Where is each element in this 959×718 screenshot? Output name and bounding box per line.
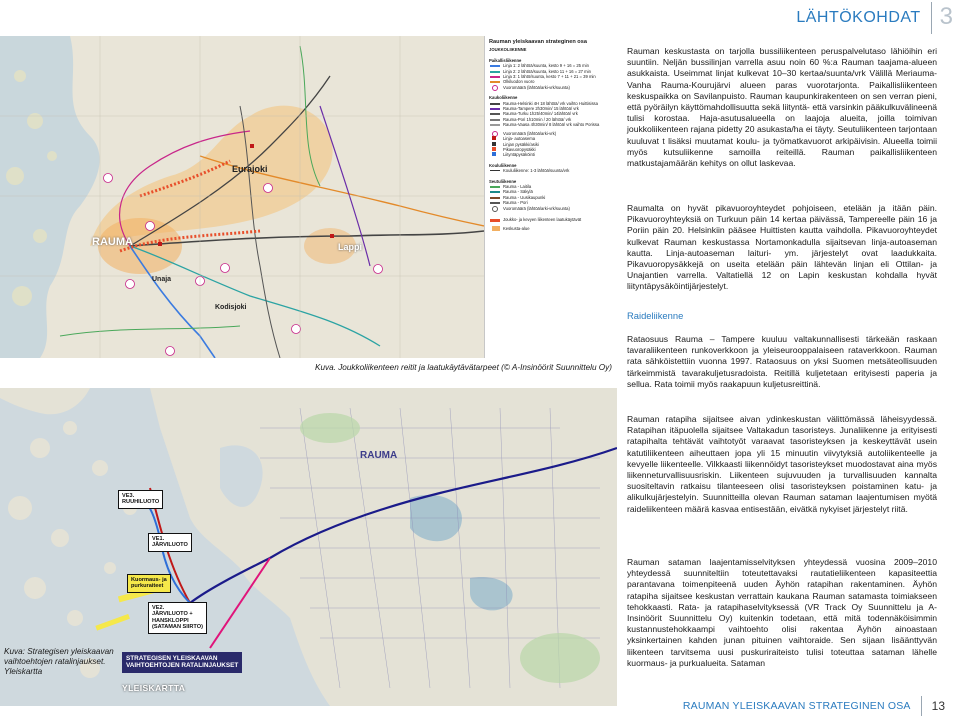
chapter-title: LÄHTÖKOHDAT [796,9,921,26]
paragraph-local-transit: Rauman keskustasta on tarjolla bussiliikenteen peruspalvelutaso lähiöihin eri suuntiin. Neljän bussilinjan varrella asuu noin 60 %:a Rauman taajama-alueen asukkaista. Useimmat linjat kulkevat 10–30 kertaa/suunta/vrk Välillä Meriauma-Vanha Rauma-Kourujärvi alueen paras vuorotarjonta. Paikallisliikenteen keskuspaikka on Savilanpuisto. Rauman kaupunkirakenteen on sen verran pieni, että pyöräilyn käyttömahdollisuutta sekä liityntä- että varsinkin pääkulkuvälineenä tulisi korostaa. Haja-asutusalueella on laajoja alueita, joilla toimivan joukkoliikenteen rajana pidetty 20 asukasta/ha ei täyty. Seutuliikenteen tarjontaan kuuluvat t lisäksi muutamat koulu- ja työmatkavuorot arkipäivisin. Alueella toimii myös kutsuliikenne samoilla reiteillä. Rauman paikallisliikenteen matkustajamäärän kehitys on ollut laskevaa. [627,46,937,169]
header-divider [931,2,932,34]
legend-item: Rauma - Laitila [485,184,617,189]
legend-item: Joukko- ja kevyen liikenteen laatukäytävät [485,217,617,222]
map-label-unaja: Unaja [152,276,172,283]
legend-item: Linja 1: 2 lähtöä/suunta, kesto 9 + 16 = 25 min [485,63,617,68]
map-label-eurajoki: Eurajoki [232,164,268,174]
label-ve2: VE2. JÄRVILUOTO + HANSKLOPPI (SATAMAN SIIRTO) [148,602,207,634]
paragraph-harbour-expansion: Rauman sataman laajentamisselvityksen yhteydessä vuosina 2009–2010 yhteydessä suunniteltiin toteutettavaksi rautatieliikenteen kapasiteettia parantavana toimenpiteenä uuden Äyhön ratapihan rakentaminen. Äyhön ratapiha sijaitsee keskustan verrattain kaukana Rauman satamasta toimiakseen tehokkaasti. Rata- ja ratapihaselvityksessä (VR Track Oy Suunnittelu ja A-Insinöörit Suunnittelu Oy) kuitenkin todetaan, että mitä todennäköisimmin kustannustehokkaampi vaihtoehto olisi rakentaa Äyhön ainoastaan yksinkertainen kahden junan pituinen vaihtoraide. Sen sijaan lisäänttyvän liikenteen tarvitsema uusi puskuriraiteisto tulisi toteuttaa sataman lähelle kuormaus- ja purkualueita. Sataman [627,557,937,668]
map-label-rauma: RAUMA [92,236,133,248]
top-map-caption: Kuva. Joukkoliikenteen reitit ja laatukäytävätarpeet (© A-Insinöörit Suunnittelu Oy) [315,363,612,372]
legend-subtitle: JOUKKOLIIKENNE [489,47,527,53]
legend-item: Koululiikenne: 1-3 lähtöä/suunta/vrk [485,168,617,173]
map-label-kodisjoki: Kodisjoki [215,304,247,311]
legend-item: Keskusta-alue [485,226,617,231]
bottom-map-caption: Kuva: Strategisen yleiskaavan vaihtoehtojen ratalinjaukset. Yleiskartta [4,647,114,676]
legend-item: Rauma-Pori 1h10min / 20 lähtöä/ vrk [485,117,617,122]
legend-item: Linjan pysäkki/asiki [485,142,617,147]
legend-item: Linja- autoasema [485,136,617,141]
paragraph-express-buses: Raumalta on hyvät pikavuoroyhteydet pohjoiseen, etelään ja itään päin. Pikavuoroyhteyksiä on Turkuun päin 14 kertaa päivässä, Tampereelle päin 16 ja Poriin päin 20. Helsinkiin pääsee Huittisten kautta vaihdolla. Pikavuoroyhteydet kulkevat Rauman keskustassa Nortamonkadulla sijaitsevan linja-autoaseman kautta. Linja-autoaseman laituri- ym. järjestelyt ovat laadukkaita. Pikavuoropysäkkejä on useita etelään päin lähtevän linjan eli Ottilan- ja Unajantien varrella. Valtatiellä 12 on Lapin keskustan kohdalla hyvät liityntäpysäköintijärjestelyt. [627,203,937,292]
legend-section-local: Paikallisliikenne [489,57,522,63]
page-number: 13 [931,699,945,713]
label-ve1: VE1. JÄRVILUOTO [148,533,192,552]
subheading-rail-traffic: Raideliikenne [627,310,684,321]
legend-item: Vuoromäärä (lähtöä/arki-vrk/suunta) [485,206,617,211]
legend-item: Rauma-Tampere 2h30min/ 15 lähtöä/ vrk [485,106,617,111]
public-transport-map [0,36,617,358]
document-title: RAUMAN YLEISKAAVAN STRATEGINEN OSA [682,700,911,712]
footer-divider [921,696,922,716]
legend-item: Linja 2: 2 lähtöä/suunta, kesto 11 + 16 = 27 min [485,69,617,74]
legend-item: Pikavuoropysäkki [485,147,617,152]
legend-item: Rauma - Pori [485,200,617,205]
legend-section-long-distance: Kaukoliikenne [489,95,518,101]
map-label-lappi: Lappi [338,242,362,252]
chapter-number: 3 [939,3,953,30]
page-header [796,0,959,34]
legend-section-regional: Seutuliikenne [489,178,517,184]
legend-item: Vuoromäärä (lähtöä/arki-vrk) [485,131,617,136]
map-legend [484,36,617,358]
legend-item: Linja 3: 1 lähtö/suunta, kesto 7 + 11 + 21 = 39 min [485,74,617,79]
map-label-yleiskartta: YLEISKARTTA [122,683,186,693]
page-footer [683,694,959,718]
legend-item: Olkiluodon vuoro [485,79,617,84]
paragraph-rail-yard: Rauman ratapiha sijaitsee aivan ydinkeskustan välittömässä läheisyydessä. Ratapihan itäpuolella sijaitsee Valtakadun tasoristeys. Junaliikenne ja erityisesti ratapihalta tehtävät vaihtotyöt varaavat tasoristeyksen ja keskeyttävät usein katutiliikenteen aiheuttaen jopa yli 15 minuutin viivytyksiä autoliikenteelle ja kevyelle liikenteelle. Vilkkaasti liikennöidyt tasoristeykset muodostavat aina myös liikenneturvallisuusriskin. Liikenteen sujuvuuden ja turvallisuuden kannalta suositeltavin ratkaisu tilanteeseen olisi tasoristeyksen poistaminen katu- ja alikulkujärjestelyin. Suunnitteilla olevan Rauman sataman laajentumisen myötä raideliikenteen määrä kasvaa entisestään, eivätkä nykyiset järjestelyt riitä. [627,414,937,514]
legend-item: Rauma - Uusikaupunki [485,195,617,200]
paragraph-rail-line: Rataosuus Rauma – Tampere kuuluu valtakunnallisesti tärkeään raskaan tavaraliikenteen runkoverkkoon ja yleiseurooppalaiseen rataverkkoon. Rauman rata sähköistettiin vuonna 1997. Rataosuus on yksi Suomen metsäteollisuuden tärkeimmistä tavarakuljetusradoista. Reitillä kuljetetaan erityisesti paperia ja selluа. Rata toimii myös raakapuun kuljetusreittinä. [627,334,937,389]
legend-item: Liityntäpysäköinti [485,152,617,157]
legend-title: Rauman yleiskaavan strateginen osa [489,39,587,45]
legend-item: Rauma - Säkylä [485,189,617,194]
map-label-rauma-bottom: RAUMA [360,450,398,461]
legend-section-school: Koululiikenne [489,162,517,168]
legend-item: Rauma-Helsinki 4H 18 lähtöä/ vrk vaihto Huittisissa [485,101,617,106]
legend-item: Rauma-Turku 1h25/40min/ 14lähtöä/ vrk [485,111,617,116]
legend-item: Rauma-Vaasa 4h30min/ 8 lähtöä/ vrk vaihto Porissa [485,122,617,127]
label-ve3: VE3. RUUHILUOTO [118,490,163,509]
map-title-box: STRATEGISEN YLEISKAAVAN VAIHTOEHTOJEN RATALINJAUKSET [122,652,242,673]
legend-item: Vuoromäärä (lähtöä/arki-vrk/suunta) [485,85,617,90]
label-kuormaus: Kuormaus- ja purkuraiteet [127,574,171,593]
